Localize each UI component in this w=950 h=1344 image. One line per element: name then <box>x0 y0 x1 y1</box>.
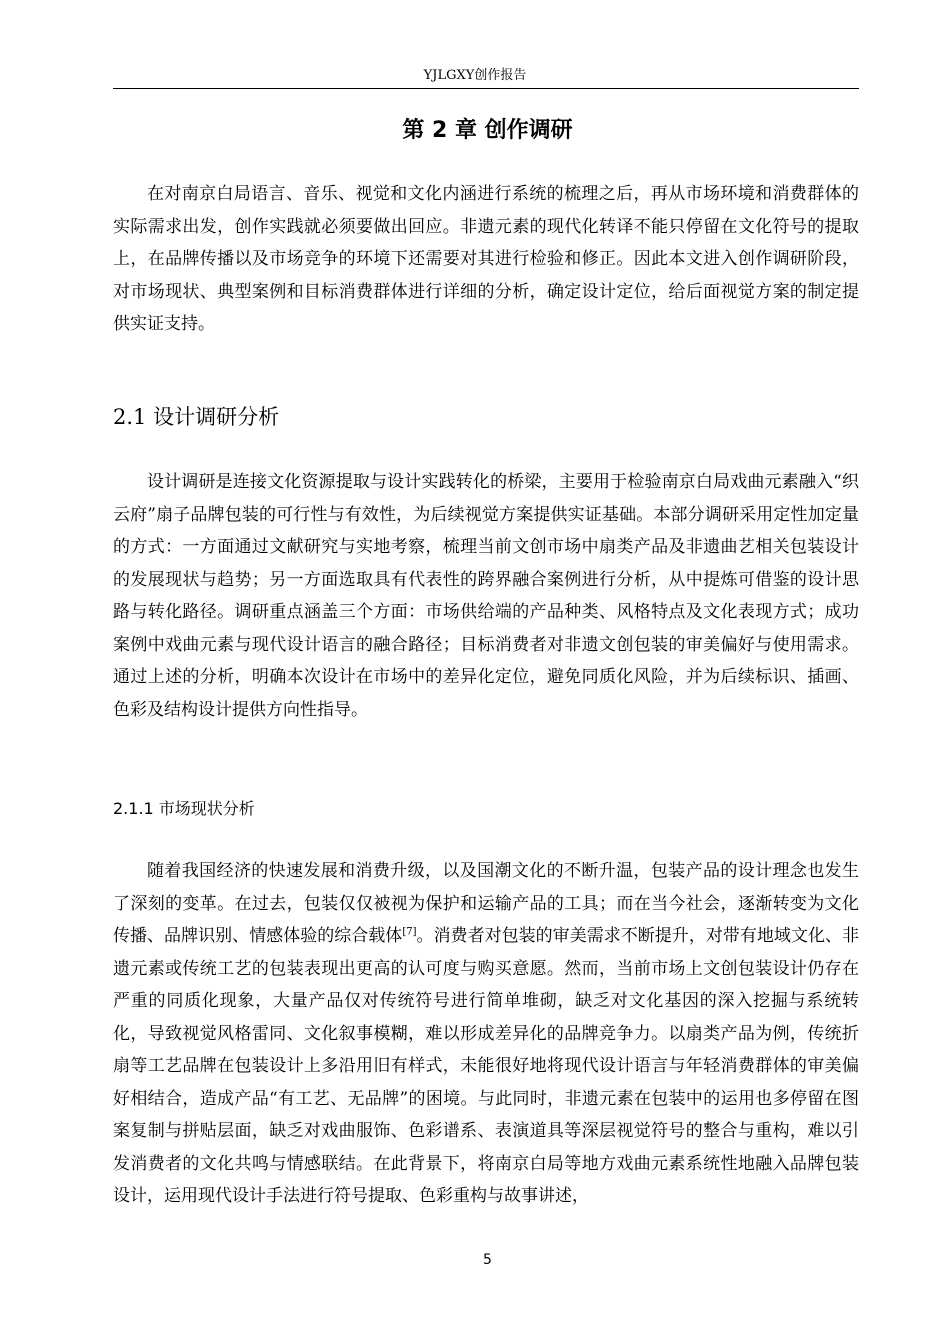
paragraph-text-part1: 随着我国经济的快速发展和消费升级，以及国潮文化的不断升温，包装产品的设计理念也发生了深刻的变革。在过去，包装仅仅被视为保护和运输产品的工具；而在当今社会，逐渐转变为文化传播、品牌识别、情感体验的综合载体 <box>113 861 859 946</box>
section-2-1-1-body <box>113 855 859 1213</box>
section-2-1-1-paragraph <box>113 855 859 1213</box>
header-divider <box>113 88 859 89</box>
citation-reference[interactable]: [7] <box>402 926 417 938</box>
paragraph-text-part2: 。消费者对包装的审美需求不断提升，对带有地域文化、非遗元素或传统工艺的包装表现出更高的认可度与购买意愿。然而，当前市场上文创包装设计仍存在严重的同质化现象，大量产品仅对传统符号进行简单堆砌，缺乏对文化基因的深入挖掘与系统转化，导致视觉风格雷同、文化叙事模糊，难以形成差异化的品牌竞争力。以扇类产品为例，传统折扇等工艺品牌在包装设计上多沿用旧有样式，未能很好地将现代设计语言与年轻消费群体的审美偏好相结合，造成产品“有工艺、无品牌”的困境。与此同时，非遗元素在包装中的运用也多停留在图案复制与拼贴层面，缺乏对戏曲服饰、色彩谱系、表演道具等深层视觉符号的整合与重构，难以引发消费者的文化共鸣与情感联结。在此背景下，将南京白局等地方戏曲元素系统性地融入品牌包装设计，运用现代设计手法进行符号提取、色彩重构与故事讲述， <box>113 926 859 1206</box>
running-header: YJLGXY创作报告 <box>423 68 527 83</box>
section-2-1-paragraph: 设计调研是连接文化资源提取与设计实践转化的桥梁，主要用于检验南京白局戏曲元素融入“织云府”扇子品牌包装的可行性与有效性，为后续视觉方案提供实证基础。本部分调研采用定性加定量的方式：一方面通过文献研究与实地考察，梳理当前文创市场中扇类产品及非遗曲艺相关包装设计的发展现状与趋势；另一方面选取具有代表性的跨界融合案例进行分析，从中提炼可借鉴的设计思路与转化路径。调研重点涵盖三个方面：市场供给端的产品种类、风格特点及文化表现方式；成功案例中戏曲元素与现代设计语言的融合路径；目标消费者对非遗文创包装的审美偏好与使用需求。通过上述的分析，明确本次设计在市场中的差异化定位，避免同质化风险，并为后续标识、插画、色彩及结构设计提供方向性指导。 <box>113 472 859 720</box>
chapter-title: 第 2 章 创作调研 <box>402 118 573 143</box>
page-number: 5 <box>483 1252 492 1268</box>
section-title-2-1: 2.1 设计调研分析 <box>113 405 280 429</box>
subsection-title-2-1-1: 2.1.1 市场现状分析 <box>113 799 255 818</box>
intro-paragraph: 在对南京白局语言、音乐、视觉和文化内涵进行系统的梳理之后，再从市场环境和消费群体的实际需求出发，创作实践就必须要做出回应。非遗元素的现代化转译不能只停留在文化符号的提取上，在品牌传播以及市场竞争的环境下还需要对其进行检验和修正。因此本文进入创作调研阶段，对市场现状、典型案例和目标消费群体进行详细的分析，确定设计定位，给后面视觉方案的制定提供实证支持。 <box>113 184 859 334</box>
section-2-1-body <box>113 466 859 726</box>
intro-section <box>113 178 859 341</box>
